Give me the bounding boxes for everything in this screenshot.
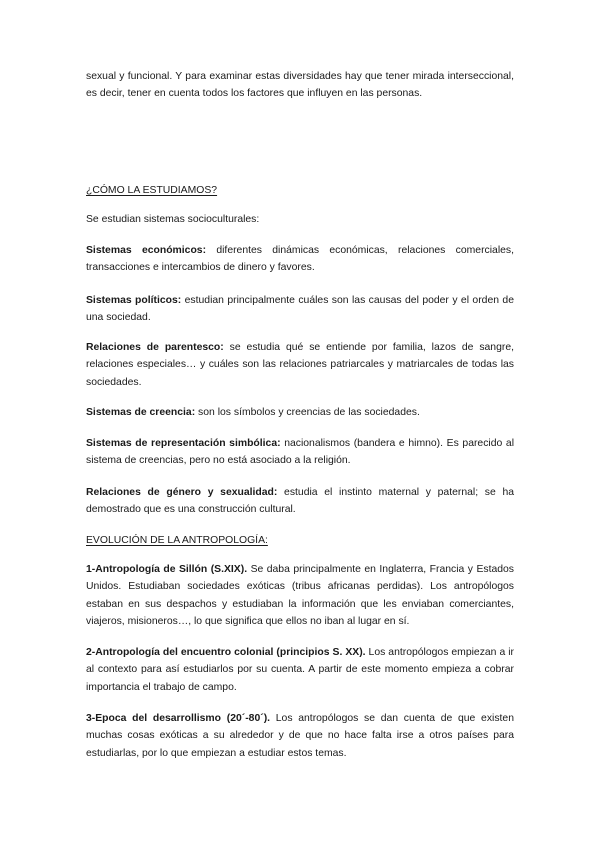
paragraph-antropologia-sillon — [86, 561, 514, 631]
paragraph-desarrollismo — [86, 710, 514, 762]
paragraph-sistemas-creencia — [86, 404, 514, 421]
paragraph-relaciones-parentesco — [86, 339, 514, 391]
text-genero-sexualidad: estudia el instinto maternal y paternal; se ha demostrado que es una construcción cultural. — [86, 487, 514, 516]
section-lead: Se estudian sistemas socioculturales: — [86, 214, 260, 225]
term-antropologia-sillon: 1-Antropología de Sillón (S.XIX). — [86, 564, 248, 575]
term-relaciones-parentesco: Relaciones de parentesco: — [86, 342, 224, 353]
text-sistemas-economicos: diferentes dinámicas económicas, relaciones comerciales, transacciones e intercambios de dinero y favores. — [86, 245, 514, 274]
text-representacion-simbolica: nacionalismos (bandera e himno). Es parecido al sistema de creencias, pero no está asociado a la religión. — [86, 438, 514, 467]
text-antropologia-sillon: Se daba principalmente en Inglaterra, Francia y Estados Unidos. Estudiaban sociedades exóticas (tribus africanas perdidas). Los antropólogos estaban en sus despachos y estudiaban la información que les enviaban comerciantes, viajeros, misioneros…, lo que significa que ellos no iban al lugar en sí. — [86, 564, 514, 628]
term-genero-sexualidad: Relaciones de género y sexualidad: — [86, 487, 278, 498]
text-sistemas-politicos: estudian principalmente cuáles son las causas del poder y el orden de una sociedad. — [86, 295, 514, 324]
term-desarrollismo: 3-Epoca del desarrollismo (20´-80´). — [86, 713, 271, 724]
section-heading-evolucion: EVOLUCIÓN DE LA ANTROPOLOGÍA: — [86, 535, 268, 546]
section-heading-how: ¿CÓMO LA ESTUDIAMOS? — [86, 185, 218, 196]
paragraph-sistemas-economicos — [86, 242, 514, 277]
text-sistemas-creencia: son los símbolos y creencias de las sociedades. — [195, 407, 420, 418]
text-encuentro-colonial: Los antropólogos empiezan a ir al contexto para así estudiarlos por su cuenta. A partir de este momento empieza a cobrar importancia el trabajo de campo. — [86, 647, 514, 693]
paragraph-genero-sexualidad — [86, 484, 514, 519]
term-sistemas-politicos: Sistemas políticos: — [86, 295, 182, 306]
term-representacion-simbolica: Sistemas de representación simbólica: — [86, 438, 281, 449]
paragraph-sistemas-politicos — [86, 292, 514, 327]
term-sistemas-economicos: Sistemas económicos: — [86, 245, 207, 256]
text-desarrollismo: Los antropólogos se dan cuenta de que existen muchas cosas exóticas a su alrededor y de que no hace falta irse a otros países para estudiarlas, por lo que empiezan a estudiar estos temas. — [86, 713, 514, 759]
intro-paragraph: sexual y funcional. Y para examinar estas diversidades hay que tener mirada interseccional, es decir, tener en cuenta todos los factores que influyen en las personas. — [86, 71, 514, 100]
term-sistemas-creencia: Sistemas de creencia: — [86, 407, 196, 418]
paragraph-representacion-simbolica — [86, 435, 514, 470]
paragraph-encuentro-colonial — [86, 644, 514, 696]
text-relaciones-parentesco: se estudia qué se entiende por familia, lazos de sangre, relaciones especiales… y cuáles son las relaciones patriarcales y matriarcales de todas las sociedades. — [86, 342, 514, 388]
term-encuentro-colonial: 2-Antropología del encuentro colonial (principios S. XX). — [86, 647, 366, 658]
